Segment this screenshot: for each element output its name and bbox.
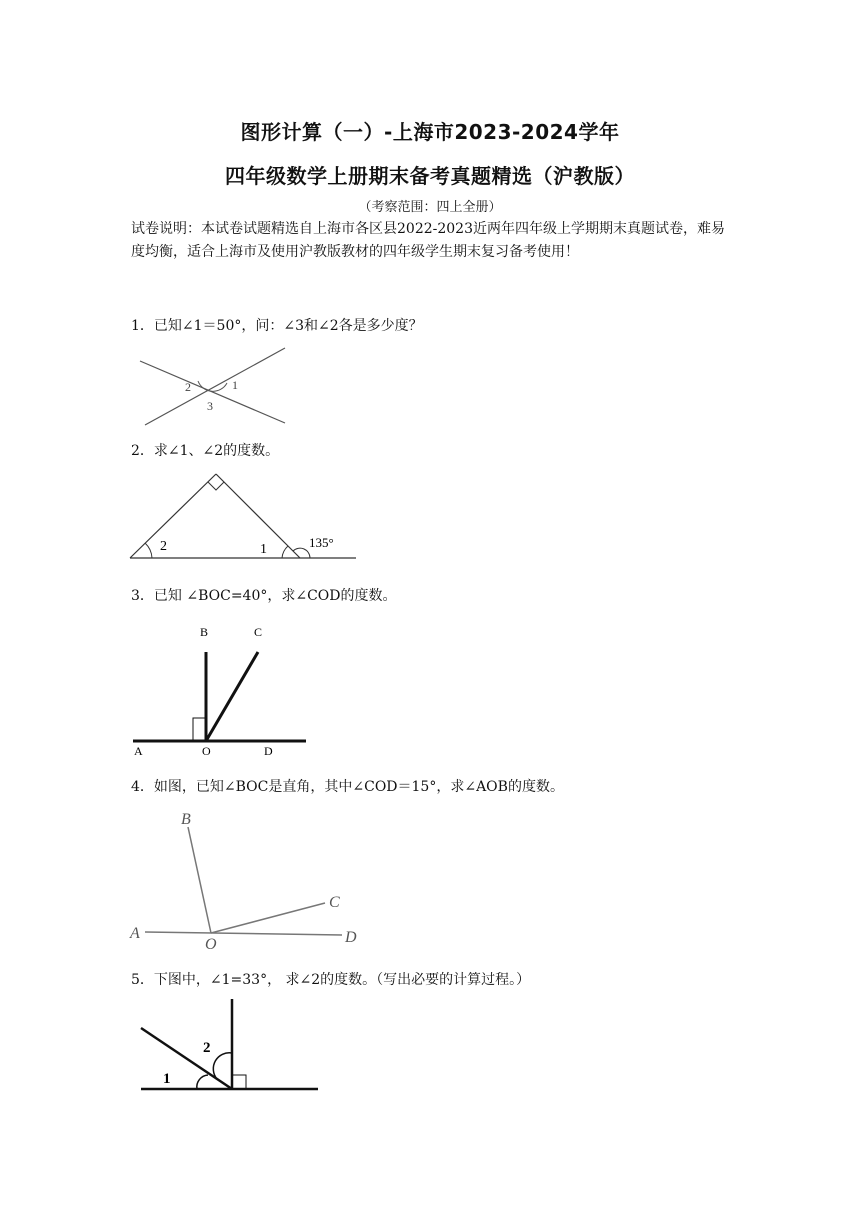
- q5-label-1: 1: [163, 1071, 171, 1087]
- q4-label-c: C: [329, 894, 340, 911]
- q1-label-2: 2: [185, 380, 191, 394]
- question-5-text: 5．下图中，∠1=33°， 求∠2的度数。（写出必要的计算过程。）: [131, 972, 531, 988]
- q4-line-ad: [145, 932, 342, 935]
- title-line-2: 四年级数学上册期末备考真题精选（沪教版）: [225, 164, 635, 188]
- q2-label-2: 2: [160, 539, 167, 554]
- q1-label-3: 3: [207, 399, 213, 413]
- q2-angle1-arc: [282, 546, 288, 558]
- question-1-text: 1．已知∠1＝50°，问：∠3和∠2各是多少度？: [131, 318, 423, 334]
- question-3-figure: [128, 622, 313, 762]
- exam-scope: （考察范围：四上全册）: [358, 200, 502, 215]
- q4-label-d: D: [345, 929, 357, 946]
- q4-ray-oc: [211, 903, 325, 933]
- q4-label-o: O: [205, 936, 217, 953]
- q2-label-1: 1: [260, 542, 267, 557]
- q4-label-a: A: [130, 925, 140, 942]
- q2-right-side: [216, 474, 300, 558]
- q5-right-angle-mark: [232, 1075, 246, 1089]
- q2-right-angle-mark: [208, 482, 224, 490]
- q1-line-a: [140, 361, 285, 423]
- q5-slanted-line: [141, 1028, 232, 1089]
- q2-label-135: 135°: [309, 535, 334, 550]
- q2-angle2-arc: [145, 543, 152, 558]
- q1-label-1: 1: [232, 378, 238, 392]
- question-2-figure: [128, 467, 358, 567]
- q4-ray-ob: [188, 827, 211, 933]
- q5-angle2-arc: [213, 1053, 232, 1079]
- q3-right-angle-mark: [193, 718, 206, 741]
- question-3-text: 3．已知 ∠BOC=40°，求∠COD的度数。: [131, 588, 397, 604]
- q3-label-a: A: [134, 744, 143, 758]
- q3-label-o: O: [202, 744, 211, 758]
- question-5-figure: [138, 995, 323, 1095]
- q5-label-2: 2: [203, 1040, 211, 1056]
- title-line-1: 图形计算（一）-上海市2023-2024学年: [240, 120, 620, 144]
- q3-label-c: C: [254, 625, 263, 639]
- q3-label-d: D: [264, 744, 273, 758]
- q2-left-side: [130, 474, 216, 558]
- q4-label-b: B: [181, 811, 191, 828]
- q5-angle1-arc: [197, 1075, 208, 1089]
- question-4-figure: [130, 806, 365, 951]
- q3-label-b: B: [200, 625, 209, 639]
- question-4-text: 4．如图，已知∠BOC是直角，其中∠COD＝15°，求∠AOB的度数。: [131, 779, 564, 795]
- q3-ray-oc: [206, 652, 258, 741]
- exam-description: 试卷说明：本试卷试题精选自上海市各区县2022-2023近两年四年级上学期期末真题试卷，难易度均衡，适合上海市及使用沪教版教材的四年级学生期末复习备考使用！: [131, 221, 725, 260]
- question-1-figure: [135, 343, 295, 433]
- question-2-text: 2．求∠1、∠2的度数。: [131, 443, 280, 459]
